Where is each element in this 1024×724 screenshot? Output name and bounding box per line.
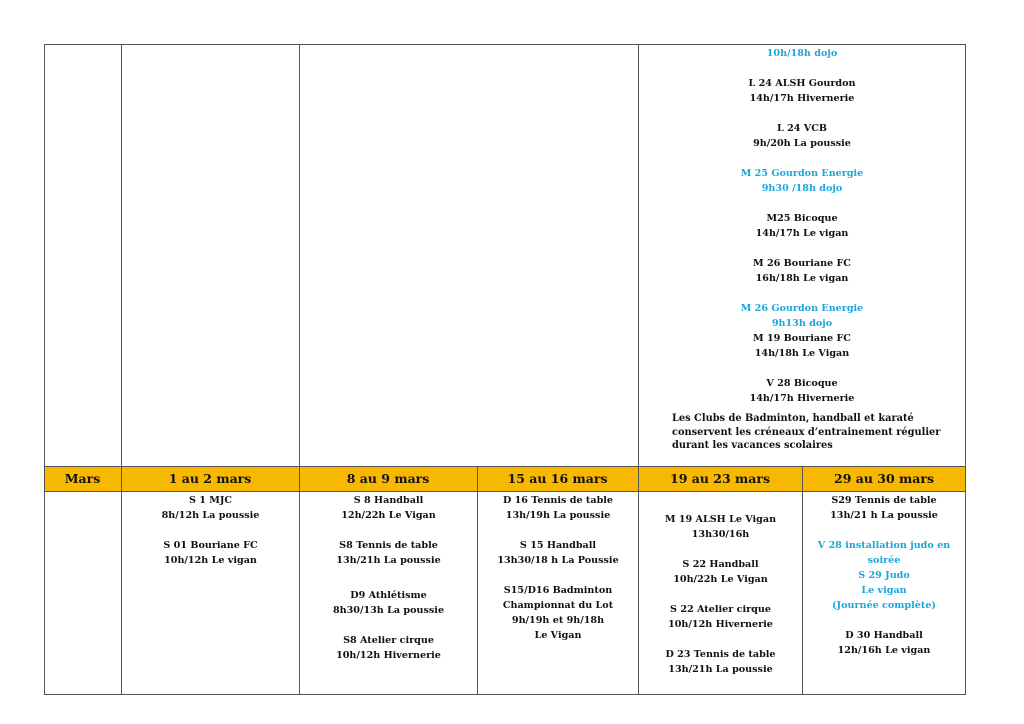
entry-line: 13h/19h La poussie bbox=[505, 510, 611, 521]
entry-line: Le Vigan bbox=[534, 630, 582, 641]
entry-line: V 28 installation judo en soirée bbox=[817, 540, 951, 566]
entry-line: S 22 Atelier cirque bbox=[670, 604, 771, 615]
entry-line: S 15 Handball bbox=[519, 540, 597, 551]
entry-line: Le vigan bbox=[861, 585, 907, 596]
holiday-schedule-cell bbox=[639, 46, 965, 406]
entry-line: 9h/19h et 9h/18h bbox=[511, 615, 605, 626]
header-border-bottom bbox=[44, 491, 966, 492]
entry-line: 10h/12h Hivernerie bbox=[668, 619, 773, 630]
entry-line: 13h/21h La poussie bbox=[336, 555, 441, 566]
week-3-cell bbox=[478, 493, 638, 643]
entry-line: 9h30 /18h dojo bbox=[761, 183, 843, 194]
entry-line: S 8 Handball bbox=[353, 495, 424, 506]
entry-line: 13h/21 h La poussie bbox=[830, 510, 938, 521]
month-label: Mars bbox=[64, 471, 101, 486]
entry-line: D 23 Tennis de table bbox=[665, 649, 776, 660]
entry-line: S 22 Handball bbox=[682, 559, 759, 570]
entry-line: 9h13h dojo bbox=[771, 318, 833, 329]
entry-line: S8 Tennis de table bbox=[339, 540, 438, 551]
table-border-right bbox=[965, 44, 966, 695]
header-border-top bbox=[44, 466, 966, 467]
header-row bbox=[44, 466, 966, 491]
table-border-bottom bbox=[44, 694, 966, 695]
entry-line: S 1 MJC bbox=[188, 495, 233, 506]
table-border-left bbox=[44, 44, 45, 695]
entry-line: M 25 Gourdon Energie bbox=[740, 168, 864, 179]
clubs-note: Les Clubs de Badminton, handball et karaté conservent les créneaux d’entrainement régulier durant les vacances scolaires bbox=[672, 413, 941, 451]
entry-line: S 01 Bouriane FC bbox=[163, 540, 258, 551]
entry-line: 10h/18h dojo bbox=[766, 48, 838, 59]
entry-line: 8h/12h La poussie bbox=[161, 510, 260, 521]
schedule-table bbox=[44, 44, 966, 695]
entry-line: Championnat du Lot bbox=[502, 600, 614, 611]
week-2-cell bbox=[300, 493, 477, 663]
entry-line: L 24 ALSH Gourdon bbox=[748, 78, 856, 89]
entry-line: 14h/17h Le vigan bbox=[755, 228, 849, 239]
week-1-cell bbox=[122, 493, 299, 568]
entry-line: (Journée complète) bbox=[832, 600, 936, 611]
col-divider-1 bbox=[121, 44, 122, 695]
entry-line: M 26 Gourdon Energie bbox=[740, 303, 864, 314]
entry-line: 13h/21h La poussie bbox=[668, 664, 773, 675]
entry-line: S 29 Judo bbox=[858, 570, 910, 581]
entry-line: 14h/17h Hivernerie bbox=[749, 93, 855, 104]
entry-line: 13h30/16h bbox=[691, 529, 750, 540]
entry-line: S29 Tennis de table bbox=[831, 495, 937, 506]
entry-line: 9h/20h La poussie bbox=[753, 138, 851, 149]
entry-line: 10h/12h Hivernerie bbox=[336, 650, 441, 661]
entry-line: S15/D16 Badminton bbox=[503, 585, 613, 596]
entry-line: M 26 Bouriane FC bbox=[753, 258, 851, 269]
entry-line: D9 Athlétisme bbox=[350, 590, 427, 601]
table-border-top bbox=[44, 44, 966, 45]
entry-line: D 16 Tennis de table bbox=[502, 495, 614, 506]
week-header-5: 29 au 30 mars bbox=[834, 471, 934, 486]
entry-line: M 19 ALSH Le Vigan bbox=[664, 514, 777, 525]
entry-line: M 19 Bouriane FC bbox=[753, 333, 851, 344]
entry-line: V 28 Bicoque bbox=[766, 378, 838, 389]
entry-line: 14h/18h Le Vigan bbox=[754, 348, 850, 359]
entry-line: 12h/22h Le Vigan bbox=[341, 510, 436, 521]
week-header-3: 15 au 16 mars bbox=[507, 471, 608, 486]
entry-line: 16h/18h Le vigan bbox=[755, 273, 849, 284]
entry-line: 12h/16h Le vigan bbox=[837, 645, 931, 656]
entry-line: S8 Atelier cirque bbox=[343, 635, 434, 646]
entry-line: 10h/22h Le Vigan bbox=[673, 574, 768, 585]
week-5-cell bbox=[803, 493, 965, 658]
entry-line: 14h/17h Hivernerie bbox=[749, 393, 855, 404]
week-header-4: 19 au 23 mars bbox=[670, 471, 770, 486]
entry-line: M25 Bicoque bbox=[766, 213, 838, 224]
week-header-1: 1 au 2 mars bbox=[168, 471, 252, 486]
entry-line: 10h/12h Le vigan bbox=[164, 555, 257, 566]
entry-line: D 30 Handball bbox=[845, 630, 923, 641]
entry-line: 13h30/18 h La Poussie bbox=[497, 555, 619, 566]
week-4-cell bbox=[639, 512, 802, 677]
week-header-2: 8 au 9 mars bbox=[346, 471, 430, 486]
entry-line: L 24 VCB bbox=[777, 123, 827, 134]
entry-line: 8h30/13h La poussie bbox=[332, 605, 445, 616]
